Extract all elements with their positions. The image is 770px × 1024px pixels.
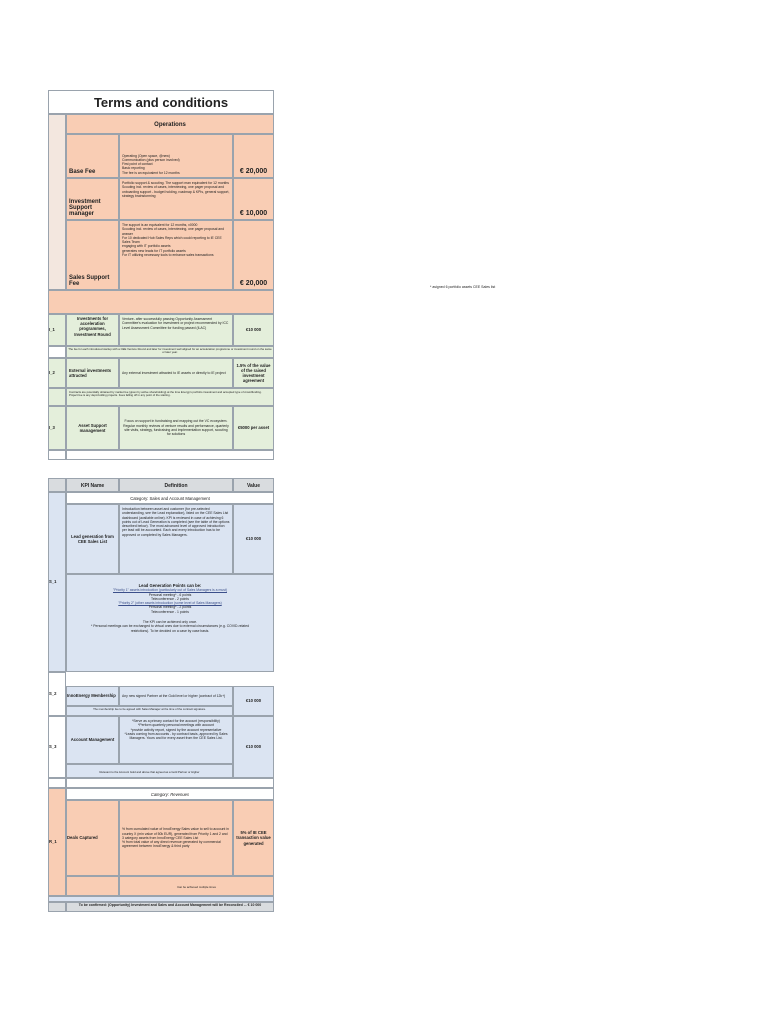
s2-note: The membership fee to be agreed with Sales Manager at the time of the contract signature.	[66, 706, 233, 716]
spacer-row	[66, 450, 274, 460]
kpi-header-name: KPI Name	[66, 478, 119, 492]
i1-description: Venture- after successfully passing Opportunity Assessment Committee's evaluation for investment or project recommended by ICC Level Assessment Committee for funding passed (ILAC)	[119, 314, 233, 346]
s1-p1a: Personal meeting* - 6 points	[148, 592, 192, 597]
i2-note-gutter	[48, 388, 66, 406]
s1-footnote: * Personal meetings can be exchanged to virtual ones due to external circumstances (e.g. COVID-related restrictions). To be decided on a case by case basis.	[91, 624, 249, 633]
footer-note: To be confirmed: (Opportunity) Investment and Sales and Account Management will be Reconciled ... € 10 000	[66, 902, 274, 912]
s2-name: InnoEnergy Membership	[66, 686, 119, 706]
kpi-header-definition: Definition	[119, 478, 233, 492]
s2-value: €10 000	[233, 686, 274, 716]
sales-support-description: The support is an equivalent for 12 months, x0000 Scouting incl. review of cases, interviewing, one pager proposal and answer For 10 dedicated Hub Sales Reps which could reporting to IE CEE Sales Team engaging with IT portfolio assets generates new leads for IT portfolio assets For IT utilizing necessary tools to enhance sales transactions	[119, 220, 233, 290]
s2-description: Any new signed Partner at the Gold level or higher (contract of 12k+)	[119, 686, 233, 706]
investment-support-description: Portfolio support & scouting. The support man equivalent for 12 months Scouting incl. review of cases, interviewing, one pager proposal and onboarding support - budget holding, roadmap & KPIs, general support, strategy brainstorming	[119, 178, 233, 220]
s1-contact-note: The KPI can be achieved only once.	[142, 619, 198, 624]
s1-points-box	[66, 574, 274, 672]
s1-p1b: Teleconference - 2 points	[151, 596, 189, 601]
gap-row	[66, 778, 274, 788]
footer-gutter	[48, 902, 66, 912]
s3-note: Relevant to the Account Gold and above that agreed as a Gold Partner or Higher	[66, 764, 233, 778]
i2-name: External investments attracted	[66, 358, 119, 388]
i2-note: Contracts are potentially obtained by market fee (given by active shareholding) at the time Energy's portfolio investment and accepted type of crowdfunding. Project fee is any dept-holding projects. Fees falling off in any point of the starting.	[66, 388, 274, 406]
kpi-header-value: Value	[233, 478, 274, 492]
investment-support-value: € 10,000	[233, 178, 274, 220]
side-note: * asigned 6 portfolio assets CEE Sales list	[430, 285, 496, 289]
i3-value: €5000 per asset	[233, 406, 274, 450]
r1-value: 5% of IE CEE transaction value generated	[233, 800, 274, 876]
row-id-s3: S_3	[48, 716, 66, 778]
base-fee-description: Operating (Open space, @new) Communication (plus person involved) First point of contact Basic reporting The fee is an equivalent for 12 months	[119, 134, 233, 178]
s3-description: *Serve as a primary contact for the account (responsibility) *Perform quarterly personal meetings with account *provide activity report, signed by the account representative *Leads coming from accounts - by contract basis, approved by Sales Managers. Yours and for every asset from the CEE Sales List.	[119, 716, 233, 764]
s3-name: Account Management	[66, 716, 119, 764]
operations-spacer	[48, 290, 274, 314]
base-fee-value: € 20,000	[233, 134, 274, 178]
s1-p2a: Personal meeting* - 2 points	[148, 605, 192, 610]
i1-value: €10 000	[233, 314, 274, 346]
r1-note: Can be achieved multiple times	[119, 876, 274, 896]
s1-priority1: "Priority 1" assets introduction (particularly out of Sales Managers is a must)	[113, 588, 227, 593]
i2-value: 1.5% of the value of the raised investment agreement	[233, 358, 274, 388]
i2-description: Any external investment attracted to IE assets or directly to IE project	[119, 358, 233, 388]
s1-priority2: "Priority 2" (other assets introduction (some level of Sales Managers)	[118, 601, 222, 606]
row-id-i3: I_3	[48, 406, 66, 450]
i3-description: Focus on support in fundraising and mapping out the VC ecosystem. Regular monthly reviews of venture results and performance, quarterly site visits, strategy, fundraising and implementation support, scouting for solutions	[119, 406, 233, 450]
section-gap	[48, 460, 274, 478]
i3-name: Asset Support management	[66, 406, 119, 450]
category-revenues: Category: Revenues	[66, 788, 274, 800]
gap-gutter	[48, 778, 66, 788]
i1-note: The fee for each introduced startup with a CEE Venture Round and later for investment well aligned for an acceleration programme or investment round on the same or later year.	[66, 346, 274, 358]
operations-left-gutter	[48, 114, 66, 290]
r1-note-left	[66, 876, 119, 896]
kpi-header-gutter	[48, 478, 66, 492]
page-title: Terms and conditions	[48, 90, 274, 114]
s1-description: Introduction between asset and customer (for pre-selected understanding, see the Lead explanation), listed on the CEE Sales List dashboard (available online). KPI is reviewed in case of achieving 6 points out of Lead Generation is completed (see the table of the options described below). The most advanced level of approved introduction per lead will be accounted. Each and every introduction has to be approved or completed by Sales Managers.	[119, 504, 233, 574]
spacer-gutter	[48, 450, 66, 460]
i1-name: Investments for acceleration programmes, Investment Round	[66, 314, 119, 346]
s1-p2b: Teleconference - 1 points	[151, 609, 189, 614]
row-id-s1: S_1	[48, 492, 66, 672]
base-fee-label: Base Fee	[66, 134, 119, 178]
r1-description: % from cumulated value of InnoEnergy Sales value to sell to account in country X (min value of 50k EUR), generated from Priority 1 and 2 and 3 category assets from InnoEnergy CEE Sales List % from total value of any direct revenue generated by commercial agreement between InnoEnergy & third party	[119, 800, 233, 876]
row-id-r1: R_1	[48, 788, 66, 896]
s1-value: €10 000	[233, 504, 274, 574]
row-id-i2: I_2	[48, 358, 66, 388]
sales-support-value: € 20,000	[233, 220, 274, 290]
s1-points-title: Lead Generation Points can be:	[138, 583, 202, 588]
investment-support-label: Investment Support manager	[66, 178, 119, 220]
i1-note-gutter	[48, 346, 66, 358]
row-id-s2: S_2	[48, 672, 66, 716]
sales-support-label: Sales Support Fee	[66, 220, 119, 290]
s1-name: Lead generation from CEE Sales List	[66, 504, 119, 574]
row-id-i1: I_1	[48, 314, 66, 346]
s3-value: €10 000	[233, 716, 274, 778]
r1-name: Deals Captured	[66, 800, 119, 876]
category-sales: Category: Sales and Account Management	[66, 492, 274, 504]
operations-header: Operations	[66, 114, 274, 134]
